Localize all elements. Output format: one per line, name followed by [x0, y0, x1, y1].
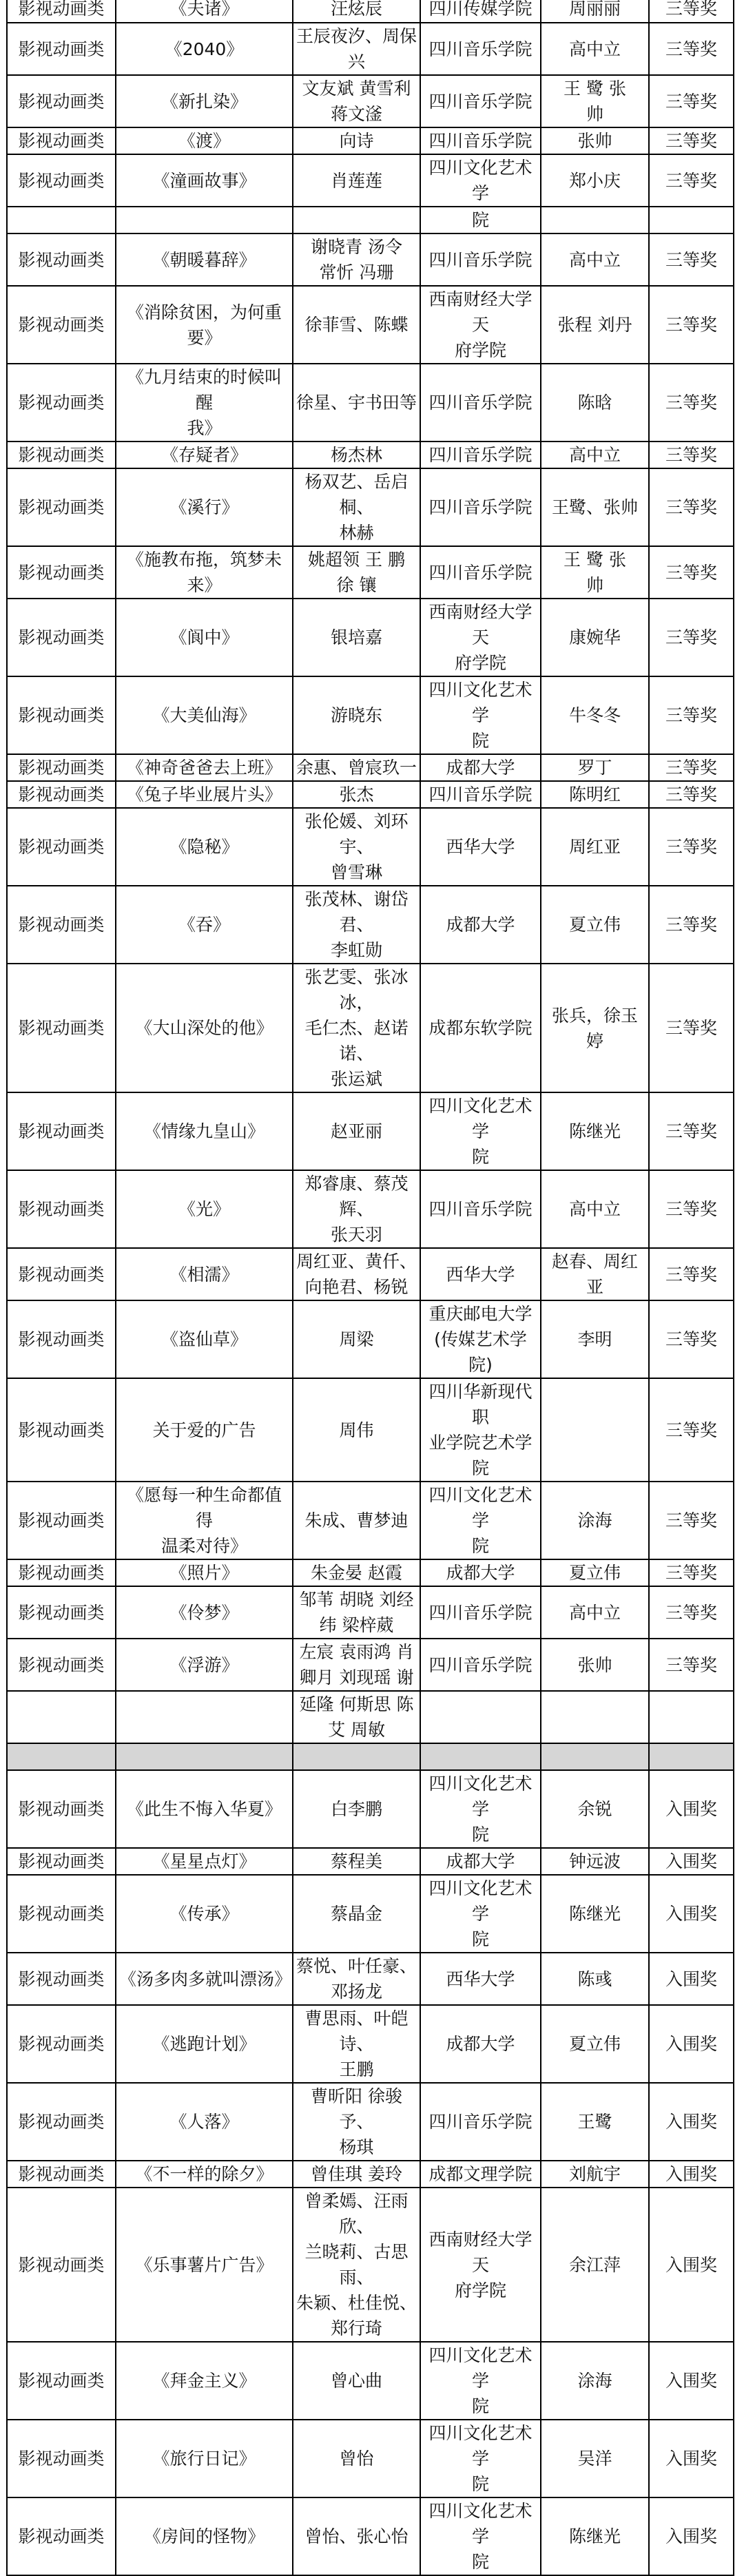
school-cell: 四川传媒学院 — [420, 0, 541, 23]
category-cell: 影视动画类 — [7, 468, 116, 546]
school-cell: 四川华新现代职 业学院艺术学院 — [420, 1378, 541, 1482]
school-cell: 四川文化艺术学 院 — [420, 1875, 541, 1953]
school-cell: 重庆邮电大学 (传媒艺术学院) — [420, 1300, 541, 1378]
title-cell: 《盗仙草》 — [116, 1300, 293, 1378]
advisor-cell: 周红亚 — [541, 808, 649, 886]
table-row — [7, 886, 734, 964]
table-row — [7, 468, 734, 546]
title-cell: 《九月结束的时候叫醒 我》 — [116, 364, 293, 442]
title-cell: 《光》 — [116, 1170, 293, 1248]
award-cell: 入围奖 — [649, 1770, 734, 1848]
category-cell: 影视动画类 — [7, 964, 116, 1092]
award-cell: 三等奖 — [649, 754, 734, 781]
advisor-cell: 夏立伟 — [541, 886, 649, 964]
advisor-cell: 夏立伟 — [541, 1559, 649, 1586]
advisor-cell: 王 鹭 张 帅 — [541, 75, 649, 127]
title-cell: 《神奇爸爸去上班》 — [116, 754, 293, 781]
table-row — [7, 1586, 734, 1639]
title-cell: 《大山深处的他》 — [116, 964, 293, 1092]
authors-cell: 曾柔嫣、汪雨欣、 兰晓莉、古思雨、 朱颖、杜佳悦、 郑行琦 — [293, 2188, 420, 2342]
table-row — [7, 808, 734, 886]
advisor-cell: 高中立 — [541, 23, 649, 75]
school-cell — [420, 1743, 541, 1770]
advisor-cell: 王鹭 — [541, 2083, 649, 2161]
authors-cell — [293, 207, 420, 233]
award-cell — [649, 207, 734, 233]
award-cell: 入围奖 — [649, 1953, 734, 2005]
table-row — [7, 2083, 734, 2161]
authors-cell: 杨杰林 — [293, 442, 420, 468]
award-cell: 入围奖 — [649, 2342, 734, 2420]
award-cell: 三等奖 — [649, 233, 734, 286]
authors-cell: 姚超领 王 鹏 徐 镶 — [293, 546, 420, 599]
authors-cell: 蔡悦、叶任豪、 邓扬龙 — [293, 1953, 420, 2005]
award-cell: 入围奖 — [649, 1848, 734, 1875]
school-cell: 西南财经大学天 府学院 — [420, 2188, 541, 2342]
advisor-cell: 涂海 — [541, 2342, 649, 2420]
award-cell: 三等奖 — [649, 1586, 734, 1639]
table-row — [7, 781, 734, 808]
advisor-cell: 刘航宇 — [541, 2161, 649, 2188]
table-row — [7, 1170, 734, 1248]
award-cell: 三等奖 — [649, 781, 734, 808]
advisor-cell: 张兵，徐玉婷 — [541, 964, 649, 1092]
authors-cell: 张伦媛、刘环宇、 曾雪琳 — [293, 808, 420, 886]
authors-cell: 周红亚、黄仟、 向艳君、杨锐 — [293, 1248, 420, 1300]
advisor-cell: 张帅 — [541, 127, 649, 154]
table-row — [7, 1875, 734, 1953]
title-cell: 《不一样的除夕》 — [116, 2161, 293, 2188]
category-cell: 影视动画类 — [7, 2083, 116, 2161]
category-cell: 影视动画类 — [7, 2420, 116, 2497]
advisor-cell: 牛冬冬 — [541, 676, 649, 754]
title-cell: 关于爱的广告 — [116, 1378, 293, 1482]
school-cell: 四川音乐学院 — [420, 23, 541, 75]
title-cell: 《照片》 — [116, 1559, 293, 1586]
school-cell: 成都东软学院 — [420, 964, 541, 1092]
advisor-cell: 赵春、周红亚 — [541, 1248, 649, 1300]
authors-cell: 左宸 袁雨鸿 肖 卿月 刘现瑶 谢 — [293, 1639, 420, 1691]
award-cell: 入围奖 — [649, 2083, 734, 2161]
advisor-cell: 高中立 — [541, 1586, 649, 1639]
authors-cell: 曹昕阳 徐骏予、 杨琪 — [293, 2083, 420, 2161]
category-cell: 影视动画类 — [7, 754, 116, 781]
advisor-cell: 李明 — [541, 1300, 649, 1378]
authors-cell: 银培嘉 — [293, 599, 420, 676]
title-cell: 《人落》 — [116, 2083, 293, 2161]
title-cell: 《渡》 — [116, 127, 293, 154]
title-cell — [116, 1691, 293, 1743]
award-cell: 三等奖 — [649, 1639, 734, 1691]
award-cell: 三等奖 — [649, 1248, 734, 1300]
school-cell: 西南财经大学天 府学院 — [420, 599, 541, 676]
school-cell: 西华大学 — [420, 1248, 541, 1300]
authors-cell: 徐菲雪、陈蝶 — [293, 286, 420, 364]
category-cell: 影视动画类 — [7, 364, 116, 442]
school-cell: 四川音乐学院 — [420, 1170, 541, 1248]
authors-cell: 汪炫辰 — [293, 0, 420, 23]
category-cell: 影视动画类 — [7, 233, 116, 286]
category-cell: 影视动画类 — [7, 1092, 116, 1170]
award-cell: 入围奖 — [649, 2497, 734, 2575]
advisor-cell: 张程 刘丹 — [541, 286, 649, 364]
title-cell: 《消除贫困，为何重要》 — [116, 286, 293, 364]
title-cell: 《情缘九皇山》 — [116, 1092, 293, 1170]
table-row — [7, 1482, 734, 1559]
authors-cell: 游晓东 — [293, 676, 420, 754]
table-row — [7, 75, 734, 127]
school-cell: 西华大学 — [420, 1953, 541, 2005]
award-cell: 三等奖 — [649, 468, 734, 546]
award-cell: 三等奖 — [649, 1378, 734, 1482]
advisor-cell: 陈明红 — [541, 781, 649, 808]
category-cell: 影视动画类 — [7, 1300, 116, 1378]
advisor-cell: 陈晗 — [541, 364, 649, 442]
title-cell: 《传承》 — [116, 1875, 293, 1953]
award-cell: 入围奖 — [649, 1875, 734, 1953]
school-cell: 四川文化艺术学 院 — [420, 2342, 541, 2420]
advisor-cell: 陈彧 — [541, 1953, 649, 2005]
category-cell: 影视动画类 — [7, 0, 116, 23]
table-row — [7, 442, 734, 468]
category-cell: 影视动画类 — [7, 1248, 116, 1300]
award-table — [6, 0, 734, 2576]
authors-cell: 徐星、宇书田等 — [293, 364, 420, 442]
school-cell: 四川音乐学院 — [420, 1639, 541, 1691]
title-cell: 《星星点灯》 — [116, 1848, 293, 1875]
title-cell: 《此生不悔入华夏》 — [116, 1770, 293, 1848]
school-cell: 成都大学 — [420, 754, 541, 781]
table-row — [7, 127, 734, 154]
table-row — [7, 1092, 734, 1170]
authors-cell: 朱金晏 赵霞 — [293, 1559, 420, 1586]
table-row — [7, 546, 734, 599]
authors-cell: 曾佳琪 姜玲 — [293, 2161, 420, 2188]
category-cell: 影视动画类 — [7, 2497, 116, 2575]
category-cell: 影视动画类 — [7, 127, 116, 154]
advisor-cell: 张帅 — [541, 1639, 649, 1691]
school-cell — [420, 1691, 541, 1743]
authors-cell: 曾心曲 — [293, 2342, 420, 2420]
title-cell: 《浮游》 — [116, 1639, 293, 1691]
school-cell: 四川文化艺术学 院 — [420, 1092, 541, 1170]
table-row — [7, 1248, 734, 1300]
advisor-cell — [541, 1743, 649, 1770]
title-cell: 《逃跑计划》 — [116, 2005, 293, 2083]
advisor-cell — [541, 1691, 649, 1743]
advisor-cell: 罗丁 — [541, 754, 649, 781]
table-row — [7, 2161, 734, 2188]
category-cell: 影视动画类 — [7, 1875, 116, 1953]
title-cell: 《愿每一种生命都值得 温柔对待》 — [116, 1482, 293, 1559]
authors-cell: 白李鹏 — [293, 1770, 420, 1848]
school-cell: 四川音乐学院 — [420, 233, 541, 286]
authors-cell: 肖莲莲 — [293, 154, 420, 207]
title-cell — [116, 1743, 293, 1770]
school-cell: 四川音乐学院 — [420, 468, 541, 546]
title-cell: 《新扎染》 — [116, 75, 293, 127]
award-cell: 三等奖 — [649, 1092, 734, 1170]
table-row — [7, 1378, 734, 1482]
award-cell: 三等奖 — [649, 75, 734, 127]
advisor-cell: 吴洋 — [541, 2420, 649, 2497]
table-row — [7, 1848, 734, 1875]
table-row — [7, 1953, 734, 2005]
award-cell: 三等奖 — [649, 442, 734, 468]
award-cell: 入围奖 — [649, 2005, 734, 2083]
category-cell: 影视动画类 — [7, 1482, 116, 1559]
award-cell — [649, 1691, 734, 1743]
title-cell: 《旅行日记》 — [116, 2420, 293, 2497]
school-cell: 成都大学 — [420, 1848, 541, 1875]
school-cell: 四川音乐学院 — [420, 781, 541, 808]
award-cell: 三等奖 — [649, 1482, 734, 1559]
category-cell: 影视动画类 — [7, 154, 116, 207]
authors-cell: 朱成、曹梦迪 — [293, 1482, 420, 1559]
advisor-cell: 夏立伟 — [541, 2005, 649, 2083]
table-row — [7, 2188, 734, 2342]
authors-cell: 周伟 — [293, 1378, 420, 1482]
advisor-cell: 涂海 — [541, 1482, 649, 1559]
table-row — [7, 964, 734, 1092]
table-row — [7, 2005, 734, 2083]
award-cell: 三等奖 — [649, 964, 734, 1092]
authors-cell: 张杰 — [293, 781, 420, 808]
school-cell: 院 — [420, 207, 541, 233]
category-cell: 影视动画类 — [7, 442, 116, 468]
table-row — [7, 0, 734, 23]
school-cell: 四川文化艺术学 院 — [420, 1482, 541, 1559]
authors-cell: 蔡晶金 — [293, 1875, 420, 1953]
authors-cell: 谢晓青 汤令 常忻 冯珊 — [293, 233, 420, 286]
category-cell: 影视动画类 — [7, 75, 116, 127]
school-cell: 四川文化艺术学 — [420, 154, 541, 207]
table-row — [7, 286, 734, 364]
category-cell: 影视动画类 — [7, 781, 116, 808]
category-cell: 影视动画类 — [7, 808, 116, 886]
advisor-cell: 高中立 — [541, 442, 649, 468]
title-cell: 《兔子毕业展片头》 — [116, 781, 293, 808]
table-row — [7, 2342, 734, 2420]
award-cell: 入围奖 — [649, 2188, 734, 2342]
school-cell: 四川音乐学院 — [420, 1586, 541, 1639]
table-row — [7, 233, 734, 286]
authors-cell: 延隆 何斯思 陈 艾 周敏 — [293, 1691, 420, 1743]
table-row — [7, 599, 734, 676]
advisor-cell: 高中立 — [541, 1170, 649, 1248]
table-row — [7, 2497, 734, 2575]
authors-cell: 曾怡 — [293, 2420, 420, 2497]
school-cell: 四川音乐学院 — [420, 546, 541, 599]
table-row — [7, 1691, 734, 1743]
advisor-cell: 王 鹭 张 帅 — [541, 546, 649, 599]
award-cell: 三等奖 — [649, 364, 734, 442]
title-cell: 《吞》 — [116, 886, 293, 964]
authors-cell: 王辰夜汐、周保 兴 — [293, 23, 420, 75]
title-cell: 《伶梦》 — [116, 1586, 293, 1639]
authors-cell: 蔡程美 — [293, 1848, 420, 1875]
table-row — [7, 154, 734, 207]
award-cell: 三等奖 — [649, 1170, 734, 1248]
school-cell: 四川文化艺术学 院 — [420, 1770, 541, 1848]
award-table-body — [7, 0, 734, 2575]
school-cell: 四川文化艺术学 院 — [420, 676, 541, 754]
authors-cell: 张艺雯、张冰冰， 毛仁杰、赵诺诺、 张运斌 — [293, 964, 420, 1092]
authors-cell: 曾怡、张心怡 — [293, 2497, 420, 2575]
table-row — [7, 1559, 734, 1586]
category-cell: 影视动画类 — [7, 1953, 116, 2005]
school-cell: 四川音乐学院 — [420, 364, 541, 442]
category-cell: 影视动画类 — [7, 2005, 116, 2083]
advisor-cell: 王鹭、张帅 — [541, 468, 649, 546]
authors-cell — [293, 1743, 420, 1770]
school-cell: 四川音乐学院 — [420, 442, 541, 468]
authors-cell: 张茂林、谢岱君、 李虹勋 — [293, 886, 420, 964]
category-cell: 影视动画类 — [7, 2188, 116, 2342]
school-cell: 西南财经大学天 府学院 — [420, 286, 541, 364]
title-cell: 《相濡》 — [116, 1248, 293, 1300]
title-cell: 《拜金主义》 — [116, 2342, 293, 2420]
advisor-cell: 高中立 — [541, 233, 649, 286]
advisor-cell: 钟远波 — [541, 1848, 649, 1875]
advisor-cell — [541, 207, 649, 233]
category-cell: 影视动画类 — [7, 1586, 116, 1639]
category-cell: 影视动画类 — [7, 1770, 116, 1848]
authors-cell: 赵亚丽 — [293, 1092, 420, 1170]
authors-cell: 邹苇 胡晓 刘经 纬 梁梓葳 — [293, 1586, 420, 1639]
category-cell: 影视动画类 — [7, 2342, 116, 2420]
title-cell: 《朝暖暮辞》 — [116, 233, 293, 286]
school-cell: 成都大学 — [420, 1559, 541, 1586]
school-cell: 西华大学 — [420, 808, 541, 886]
school-cell: 四川音乐学院 — [420, 75, 541, 127]
title-cell: 《2040》 — [116, 23, 293, 75]
school-cell: 四川音乐学院 — [420, 2083, 541, 2161]
award-cell — [649, 1743, 734, 1770]
title-cell: 《大美仙海》 — [116, 676, 293, 754]
award-cell: 三等奖 — [649, 676, 734, 754]
school-cell: 成都大学 — [420, 2005, 541, 2083]
title-cell: 《阆中》 — [116, 599, 293, 676]
award-cell: 三等奖 — [649, 808, 734, 886]
authors-cell: 杨双艺、岳启桐、 林赫 — [293, 468, 420, 546]
authors-cell: 曹思雨、叶皑诗、 王鹏 — [293, 2005, 420, 2083]
table-row — [7, 207, 734, 233]
category-cell — [7, 1691, 116, 1743]
award-cell: 三等奖 — [649, 1559, 734, 1586]
title-cell: 《溪行》 — [116, 468, 293, 546]
table-row — [7, 2420, 734, 2497]
award-cell: 三等奖 — [649, 599, 734, 676]
table-row — [7, 23, 734, 75]
category-cell: 影视动画类 — [7, 1170, 116, 1248]
table-row — [7, 364, 734, 442]
title-cell: 《施教布拖，筑梦未来》 — [116, 546, 293, 599]
title-cell: 《夫诸》 — [116, 0, 293, 23]
advisor-cell: 余江萍 — [541, 2188, 649, 2342]
award-cell: 三等奖 — [649, 886, 734, 964]
category-cell: 影视动画类 — [7, 1639, 116, 1691]
school-cell: 四川文化艺术学 院 — [420, 2497, 541, 2575]
category-cell: 影视动画类 — [7, 599, 116, 676]
school-cell: 四川音乐学院 — [420, 127, 541, 154]
authors-cell: 余惠、曾宸玖一 — [293, 754, 420, 781]
advisor-cell: 周丽丽 — [541, 0, 649, 23]
advisor-cell: 余锐 — [541, 1770, 649, 1848]
title-cell: 《汤多肉多就叫漂汤》 — [116, 1953, 293, 2005]
advisor-cell: 陈继光 — [541, 1875, 649, 1953]
title-cell: 《乐事薯片广告》 — [116, 2188, 293, 2342]
advisor-cell: 康婉华 — [541, 599, 649, 676]
advisor-cell: 郑小庆 — [541, 154, 649, 207]
table-row — [7, 676, 734, 754]
advisor-cell: 陈继光 — [541, 2497, 649, 2575]
table-row — [7, 1770, 734, 1848]
award-cell: 三等奖 — [649, 286, 734, 364]
authors-cell: 向诗 — [293, 127, 420, 154]
authors-cell: 周梁 — [293, 1300, 420, 1378]
table-row — [7, 754, 734, 781]
category-cell: 影视动画类 — [7, 676, 116, 754]
category-cell — [7, 207, 116, 233]
title-cell — [116, 207, 293, 233]
category-cell: 影视动画类 — [7, 1378, 116, 1482]
category-cell: 影视动画类 — [7, 286, 116, 364]
title-cell: 《房间的怪物》 — [116, 2497, 293, 2575]
award-cell: 入围奖 — [649, 2161, 734, 2188]
school-cell: 四川文化艺术学 院 — [420, 2420, 541, 2497]
award-cell: 三等奖 — [649, 1300, 734, 1378]
table-row — [7, 1639, 734, 1691]
school-cell: 成都大学 — [420, 886, 541, 964]
award-cell: 三等奖 — [649, 546, 734, 599]
authors-cell: 文友斌 黄雪利 蒋文滏 — [293, 75, 420, 127]
award-cell: 入围奖 — [649, 2420, 734, 2497]
title-cell: 《潼画故事》 — [116, 154, 293, 207]
title-cell: 《隐秘》 — [116, 808, 293, 886]
authors-cell: 郑睿康、蔡茂辉、 张天羽 — [293, 1170, 420, 1248]
category-cell: 影视动画类 — [7, 546, 116, 599]
category-cell: 影视动画类 — [7, 2161, 116, 2188]
advisor-cell: 陈继光 — [541, 1092, 649, 1170]
category-cell — [7, 1743, 116, 1770]
award-cell: 三等奖 — [649, 23, 734, 75]
school-cell: 成都文理学院 — [420, 2161, 541, 2188]
award-cell: 三等奖 — [649, 127, 734, 154]
title-cell: 《存疑者》 — [116, 442, 293, 468]
category-cell: 影视动画类 — [7, 1848, 116, 1875]
advisor-cell — [541, 1378, 649, 1482]
category-cell: 影视动画类 — [7, 1559, 116, 1586]
award-cell: 三等奖 — [649, 154, 734, 207]
award-cell: 三等奖 — [649, 0, 734, 23]
category-cell: 影视动画类 — [7, 23, 116, 75]
table-row — [7, 1743, 734, 1770]
table-row — [7, 1300, 734, 1378]
category-cell: 影视动画类 — [7, 886, 116, 964]
